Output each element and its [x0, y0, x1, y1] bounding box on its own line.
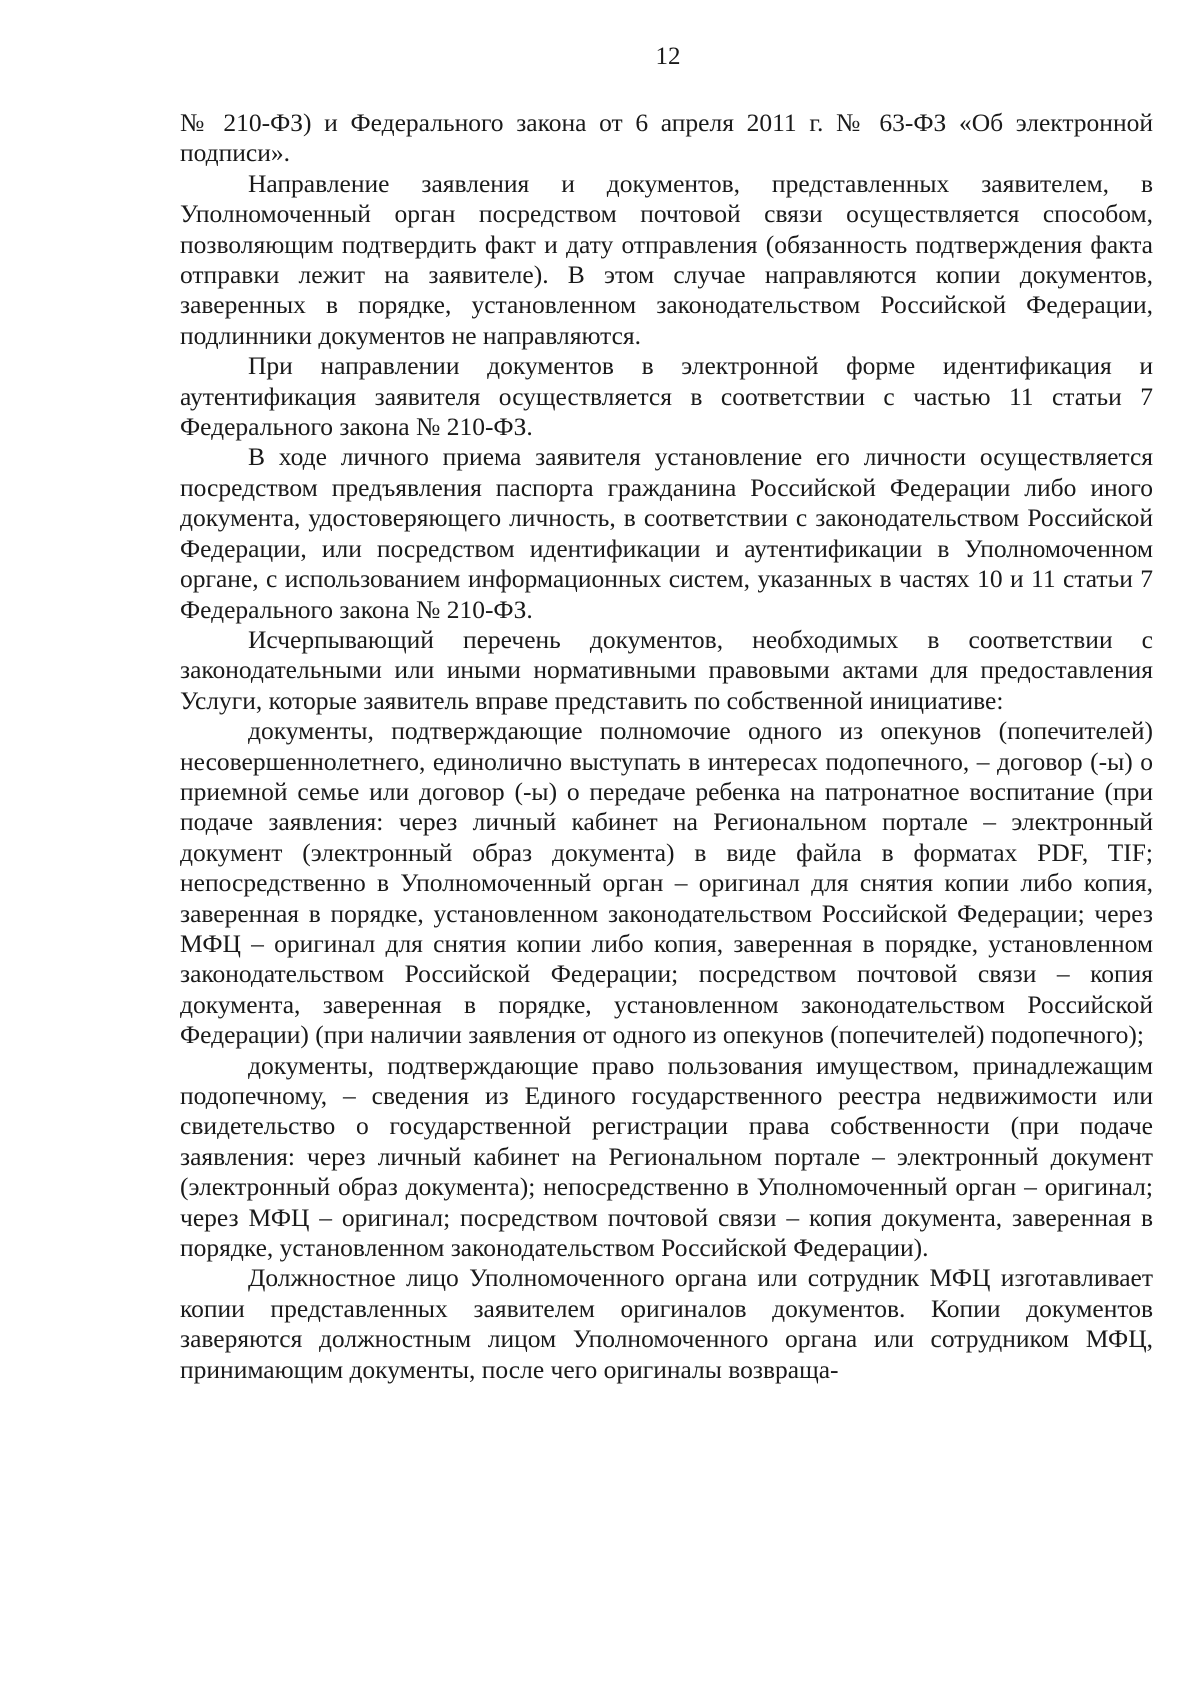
- paragraph-personal-reception: В ходе личного приема заявителя установление его личности осуществляется посредством предъявления паспорта гражданина Российской Федерации либо иного документа, удостоверяющего личность, в соответствии с законодательством Российской Федерации, или посредством идентификации и аутентификации в Уполномоченном органе, с использованием информационных систем, указанных в частях 10 и 11 статьи 7 Федерального закона № 210-ФЗ.: [180, 442, 1153, 624]
- paragraph-continuation: № 210-ФЗ) и Федерального закона от 6 апреля 2011 г. № 63-ФЗ «Об электронной подписи».: [180, 108, 1153, 168]
- paragraph-property-documents: документы, подтверждающие право пользования имуществом, принадлежащим подопечному, – сведения из Единого государственного реестра недвижимости или свидетельство о государственной регистрации права собственности (при подаче заявления: через личный кабинет на Региональном портале – электронный документ (электронный образ документа); непосредственно в Уполномоченный орган – оригинал; через МФЦ – оригинал; посредством почтовой связи – копия документа, заверенная в порядке, установленном законодательством Российской Федерации).: [180, 1050, 1153, 1263]
- page-number: 12: [655, 43, 681, 70]
- paragraph-postal-submission: Направление заявления и документов, представленных заявителем, в Уполномоченный орган посредством почтовой связи осуществляется способом, позволяющим подтвердить факт и дату отправления (обязанность подтверждения факта отправки лежит на заявителе). В этом случае направляются копии документов, заверенных в порядке, установленном законодательством Российской Федерации, подлинники документов не направляются.: [180, 168, 1153, 350]
- paragraph-copies-certification: Должностное лицо Уполномоченного органа или сотрудник МФЦ изготавливает копии представленных заявителем оригиналов документов. Копии документов заверяются должностным лицом Уполномоченного органа или сотрудником МФЦ, принимающим документы, после чего оригиналы возвраща-: [180, 1263, 1153, 1384]
- paragraph-electronic-identification: При направлении документов в электронной форме идентификация и аутентификация заявителя осуществляется в соответствии с частью 11 статьи 7 Федерального закона № 210-ФЗ.: [180, 351, 1153, 442]
- document-body: [180, 108, 1153, 1385]
- paragraph-guardian-documents: документы, подтверждающие полномочие одного из опекунов (попечителей) несовершеннолетнего, единолично выступать в интересах подопечного, – договор (-ы) о приемной семье или договор (-ы) о передаче ребенка на патронатное воспитание (при подаче заявления: через личный кабинет на Региональном портале – электронный документ (электронный образ документа) в виде файла в форматах PDF, TIF; непосредственно в Уполномоченный орган – оригинал для снятия копии либо копия, заверенная в порядке, установленном законодательством Российской Федерации; через МФЦ – оригинал для снятия копии либо копия, заверенная в порядке, установленном законодательством Российской Федерации; посредством почтовой связи – копия документа, заверенная в порядке, установленном законодательством Российской Федерации) (при наличии заявления от одного из опекунов (попечителей) подопечного);: [180, 716, 1153, 1050]
- paragraph-document-list-intro: Исчерпывающий перечень документов, необходимых в соответствии с законодательными или иными нормативными правовыми актами для предоставления Услуги, которые заявитель вправе представить по собственной инициативе:: [180, 624, 1153, 715]
